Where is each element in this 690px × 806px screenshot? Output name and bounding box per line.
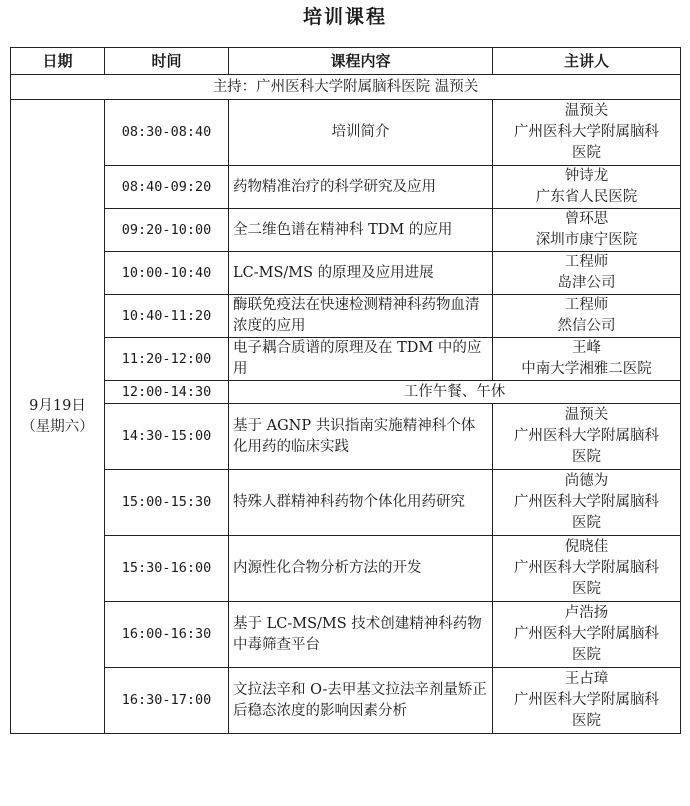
date-cell: [11, 100, 105, 734]
weekday-label: （星期六）: [21, 418, 94, 435]
session-time: 14:30-15:00: [105, 404, 229, 470]
date-label: 9月19日: [29, 397, 86, 414]
session-time: 12:00-14:30: [105, 381, 229, 404]
session-row: [11, 602, 681, 668]
speaker-affiliation: 广州医科大学附属脑科: [514, 560, 659, 576]
page-title: 培训课程: [302, 6, 387, 28]
session-time: 11:20-12:00: [105, 338, 229, 381]
session-time: 16:30-17:00: [105, 668, 229, 734]
session-speaker: [493, 602, 681, 668]
header-row: [11, 48, 681, 75]
speaker-affiliation: 医院: [572, 647, 601, 663]
session-speaker: [493, 668, 681, 734]
speaker-affiliation: 广州医科大学附属脑科: [514, 124, 659, 140]
session-topic: LC-MS/MS 的原理及应用进展: [229, 252, 493, 295]
speaker-name: 温预关: [564, 103, 609, 119]
speaker-name: 倪晓佳: [564, 539, 609, 555]
session-row: [11, 209, 681, 252]
speaker-affiliation: 医院: [572, 449, 601, 465]
speaker-name: 王占璋: [564, 671, 609, 687]
session-topic: 电子耦合质谱的原理及在 TDM 中的应用: [229, 338, 493, 381]
session-row: [11, 100, 681, 166]
session-speaker: [493, 166, 681, 209]
session-row: [11, 536, 681, 602]
speaker-affiliation: 医院: [572, 713, 601, 729]
speaker-name: 卢浩扬: [564, 605, 609, 621]
session-speaker: [493, 100, 681, 166]
speaker-affiliation: 深圳市康宁医院: [535, 232, 638, 248]
session-topic: 全二维色谱在精神科 TDM 的应用: [229, 209, 493, 252]
speaker-name: 王峰: [572, 340, 601, 356]
session-topic: 药物精准治疗的科学研究及应用: [229, 166, 493, 209]
session-row: [11, 404, 681, 470]
speaker-affiliation: 广州医科大学附属脑科: [514, 428, 659, 444]
host-cell: 主持：广州医科大学附属脑科医院 温预关: [11, 75, 681, 100]
header-time: 时间: [105, 48, 229, 75]
session-time: 09:20-10:00: [105, 209, 229, 252]
session-speaker: [493, 404, 681, 470]
session-topic: 文拉法辛和 O-去甲基文拉法辛剂量矫正后稳态浓度的影响因素分析: [229, 668, 493, 734]
host-row: [11, 75, 681, 100]
speaker-name: 钟诗龙: [564, 168, 609, 184]
session-topic: 内源性化合物分析方法的开发: [229, 536, 493, 602]
speaker-affiliation: 医院: [572, 515, 601, 531]
session-speaker: [493, 338, 681, 381]
session-row: [11, 252, 681, 295]
session-row: [11, 470, 681, 536]
session-speaker: [493, 536, 681, 602]
session-topic: 酶联免疫法在快速检测精神科药物血清浓度的应用: [229, 295, 493, 338]
speaker-name: 工程师: [564, 297, 609, 313]
session-speaker: [493, 209, 681, 252]
speaker-name: 工程师: [564, 254, 609, 270]
speaker-affiliation: 医院: [572, 145, 601, 161]
session-row: [11, 338, 681, 381]
speaker-affiliation: 广州医科大学附属脑科: [514, 494, 659, 510]
speaker-affiliation: 岛津公司: [557, 275, 616, 291]
speaker-affiliation: 广东省人民医院: [535, 189, 638, 205]
schedule-table: [10, 47, 681, 734]
session-time: 10:00-10:40: [105, 252, 229, 295]
session-time: 15:30-16:00: [105, 536, 229, 602]
header-speaker: 主讲人: [493, 48, 681, 75]
session-topic: 基于 LC-MS/MS 技术创建精神科药物中毒筛查平台: [229, 602, 493, 668]
header-content: 课程内容: [229, 48, 493, 75]
speaker-affiliation: 广州医科大学附属脑科: [514, 626, 659, 642]
session-speaker: [493, 295, 681, 338]
session-time: 08:40-09:20: [105, 166, 229, 209]
speaker-affiliation: 中南大学湘雅二医院: [521, 361, 652, 377]
speaker-name: 温预关: [564, 407, 609, 423]
session-row: [11, 295, 681, 338]
session-time: 16:00-16:30: [105, 602, 229, 668]
session-time: 10:40-11:20: [105, 295, 229, 338]
speaker-name: 尚德为: [564, 473, 609, 489]
speaker-name: 曾环思: [564, 211, 609, 227]
speaker-affiliation: 然信公司: [557, 318, 616, 334]
session-topic: 特殊人群精神科药物个体化用药研究: [229, 470, 493, 536]
session-topic: 基于 AGNP 共识指南实施精神科个体化用药的临床实践: [229, 404, 493, 470]
session-time: 15:00-15:30: [105, 470, 229, 536]
header-date: 日期: [11, 48, 105, 75]
session-speaker: [493, 470, 681, 536]
session-topic: 工作午餐、午休: [229, 381, 681, 404]
session-speaker: [493, 252, 681, 295]
speaker-affiliation: 医院: [572, 581, 601, 597]
session-topic: 培训简介: [229, 100, 493, 166]
session-time: 08:30-08:40: [105, 100, 229, 166]
session-row: [11, 381, 681, 404]
session-row: [11, 166, 681, 209]
session-row: [11, 668, 681, 734]
speaker-affiliation: 广州医科大学附属脑科: [514, 692, 659, 708]
